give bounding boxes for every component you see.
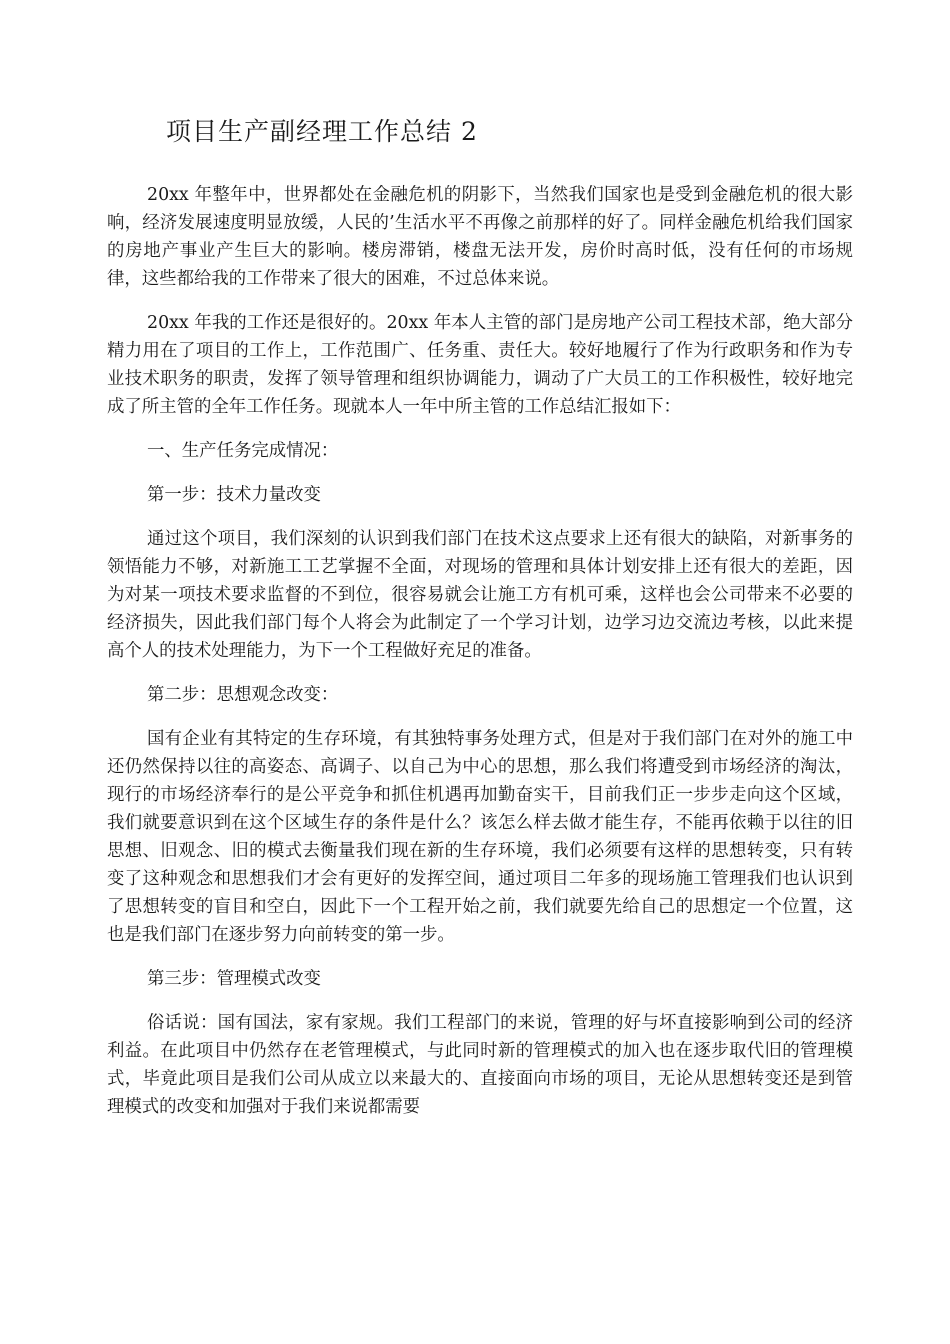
section-heading-production: 一、生产任务完成情况： (147, 441, 339, 461)
paragraph-step-1: 通过这个项目，我们深刻的认识到我们部门在技术这点要求上还有很大的缺陷，对新事务的领悟能力不够，对新施工工艺掌握不全面，对现场的管理和具体计划安排上还有很大的差距，因为对某一项技术要求监督的不到位，很容易就会让施工方有机可乘，这样也会公司带来不必要的经济损失，因此我们部门每个人将会为此制定了一个学习计划，边学习边交流边考核，以此来提高个人的技术处理能力，为下一个工程做好充足的准备。 (107, 529, 853, 661)
paragraph-intro: 20xx 年整年中，世界都处在金融危机的阴影下，当然我们国家也是受到金融危机的很大影响，经济发展速度明显放缓，人民的’生活水平不再像之前那样的好了。同样金融危机给我们国家的房地产事业产生巨大的影响。楼房滞销，楼盘无法开发，房价时高时低，没有任何的市场规律，这些都给我的工作带来了很大的困难，不过总体来说。 (107, 185, 853, 289)
step-heading-1: 第一步：技术力量改变 (147, 485, 321, 505)
paragraph-step-3: 俗话说：国有国法，家有家规。我们工程部门的来说，管理的好与坏直接影响到公司的经济利益。在此项目中仍然存在老管理模式，与此同时新的管理模式的加入也在逐步取代旧的管理模式，毕竟此项目是我们公司从成立以来最大的、直接面向市场的项目，无论从思想转变还是到管理模式的改变和加强对于我们来说都需要 (107, 1013, 853, 1117)
paragraph-summary: 20xx 年我的工作还是很好的。20xx 年本人主管的部门是房地产公司工程技术部，绝大部分精力用在了项目的工作上，工作范围广、任务重、责任大。较好地履行了作为行政职务和作为专业技术职务的职责，发挥了领导管理和组织协调能力，调动了广大员工的工作积极性，较好地完成了所主管的全年工作任务。现就本人一年中所主管的工作总结汇报如下： (107, 313, 853, 417)
paragraph-step-2: 国有企业有其特定的生存环境，有其独特事务处理方式，但是对于我们部门在对外的施工中还仍然保持以往的高姿态、高调子、以自己为中心的思想，那么我们将遭受到市场经济的淘汰，现行的市场经济奉行的是公平竞争和抓住机遇再加勤奋实干，目前我们正一步步走向这个区域，我们就要意识到在这个区域生存的条件是什么？该怎么样去做才能生存，不能再依赖于以往的旧思想、旧观念、旧的模式去衡量我们现在新的生存环境，我们必须要有这样的思想转变，只有转变了这种观念和思想我们才会有更好的发挥空间，通过项目二年多的现场施工管理我们也认识到了思想转变的盲目和空白，因此下一个工程开始之前，我们就要先给自己的思想定一个位置，这也是我们部门在逐步努力向前转变的第一步。 (107, 729, 853, 945)
document-body (107, 181, 853, 1137)
step-heading-2: 第二步：思想观念改变： (147, 685, 339, 705)
step-heading-3: 第三步：管理模式改变 (147, 969, 321, 989)
document-title: 项目生产副经理工作总结 2 (166, 117, 478, 146)
